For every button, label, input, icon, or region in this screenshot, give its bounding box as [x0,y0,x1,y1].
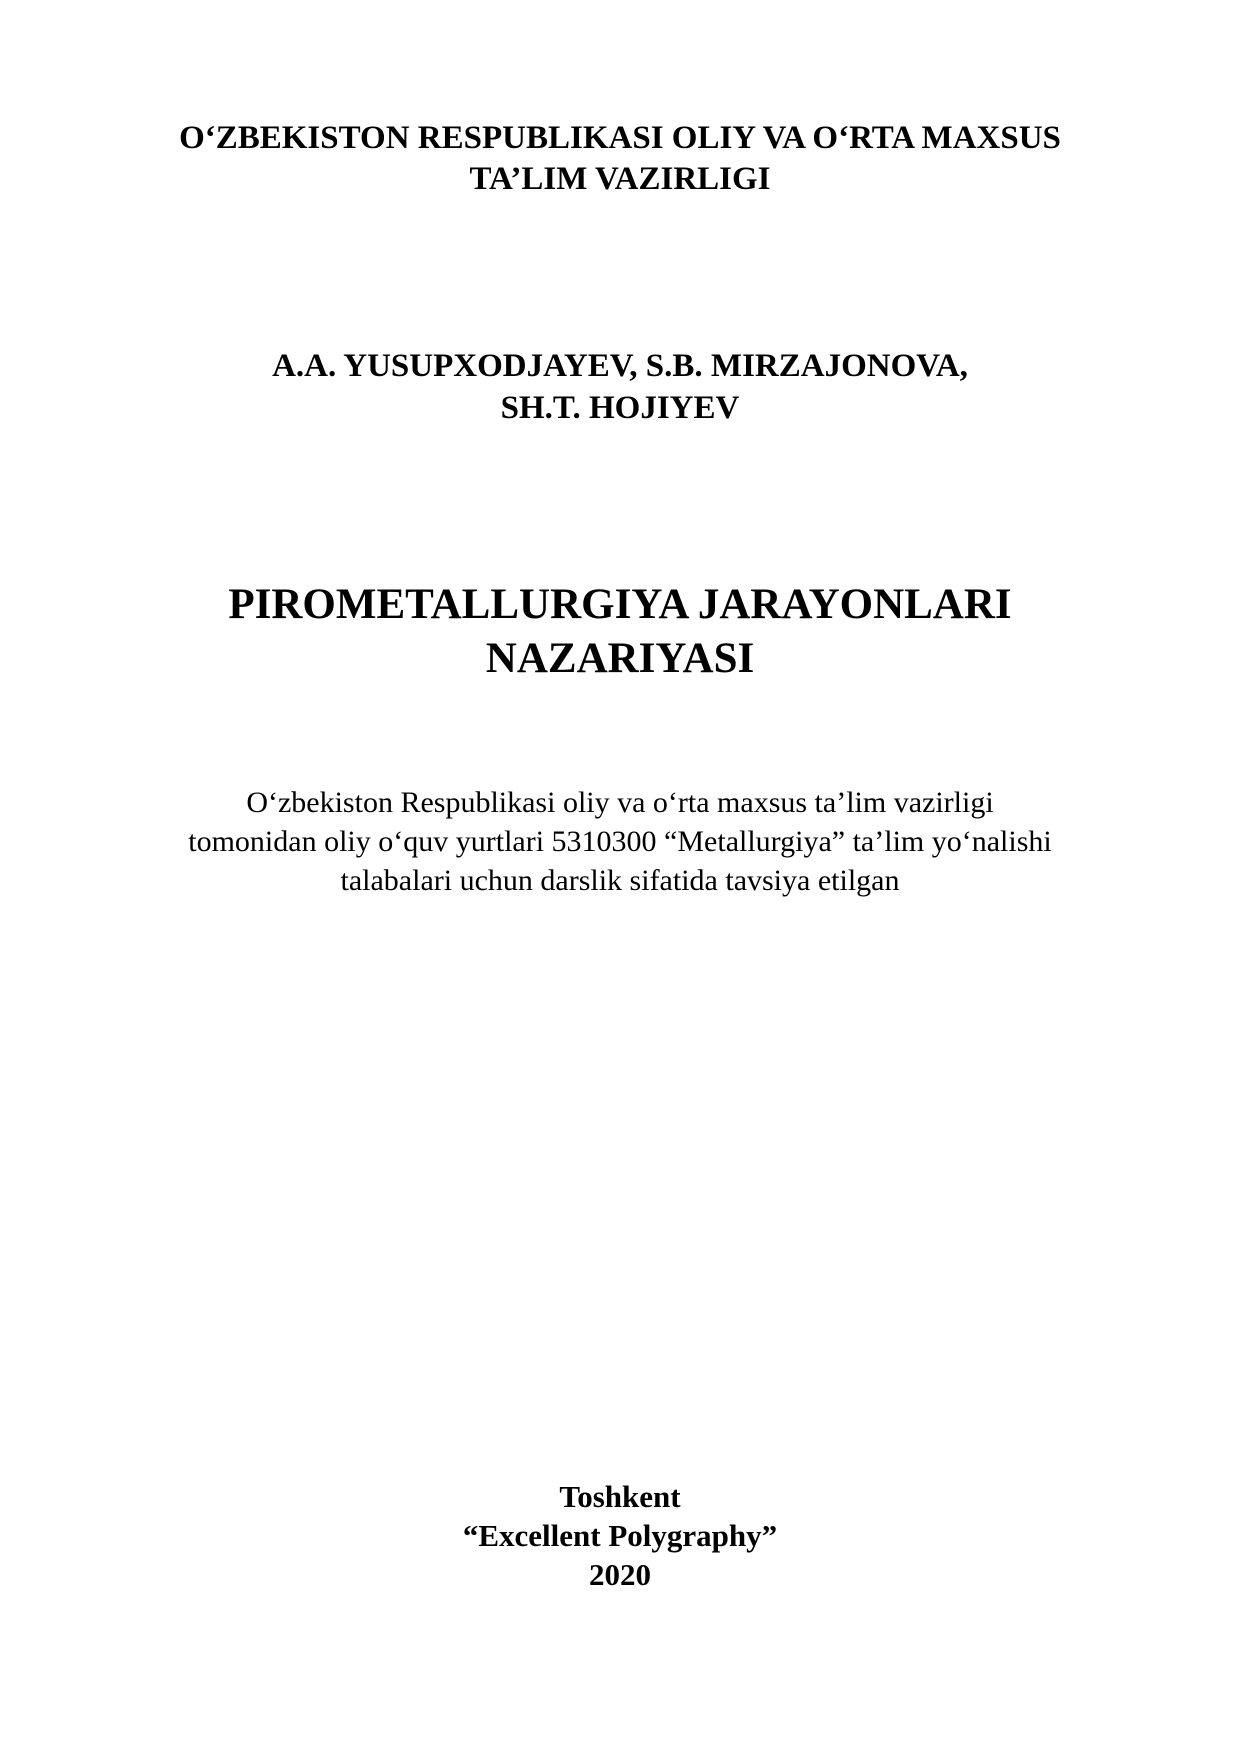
book-title-line-1: PIROMETALLURGIYA JARAYONLARI [228,581,1012,628]
book-title-line-2: NAZARIYASI [485,635,755,682]
authors-line-1: A.A. YUSUPXODJAYEV, S.B. MIRZAJONOVA, [272,348,968,384]
ministry-heading [0,118,1240,200]
ministry-line-2: TA’LIM VAZIRLIGI [469,161,771,197]
imprint-city: Toshkent [559,1479,681,1514]
recommendation-line-2: tomonidan oliy o‘quv yurtlari 5310300 “Metallurgiya” ta’lim yo‘nalishi [188,825,1052,858]
authors [0,345,1240,429]
ministry-line-1: O‘ZBEKISTON RESPUBLIKASI OLIY VA O‘RTA MAXSUS [179,120,1061,156]
recommendation-line-3: talabalari uchun darslik sifatida tavsiya etilgan [340,864,900,897]
book-title [0,578,1240,686]
imprint-year: 2020 [589,1557,651,1592]
recommendation-line-1: O‘zbekiston Respublikasi oliy va o‘rta maxsus ta’lim vazirligi [246,786,994,819]
recommendation-note [0,783,1240,900]
imprint-publisher: “Excellent Polygraphy” [462,1518,778,1553]
authors-line-2: SH.T. HOJIYEV [500,390,740,426]
imprint [0,1477,1240,1594]
